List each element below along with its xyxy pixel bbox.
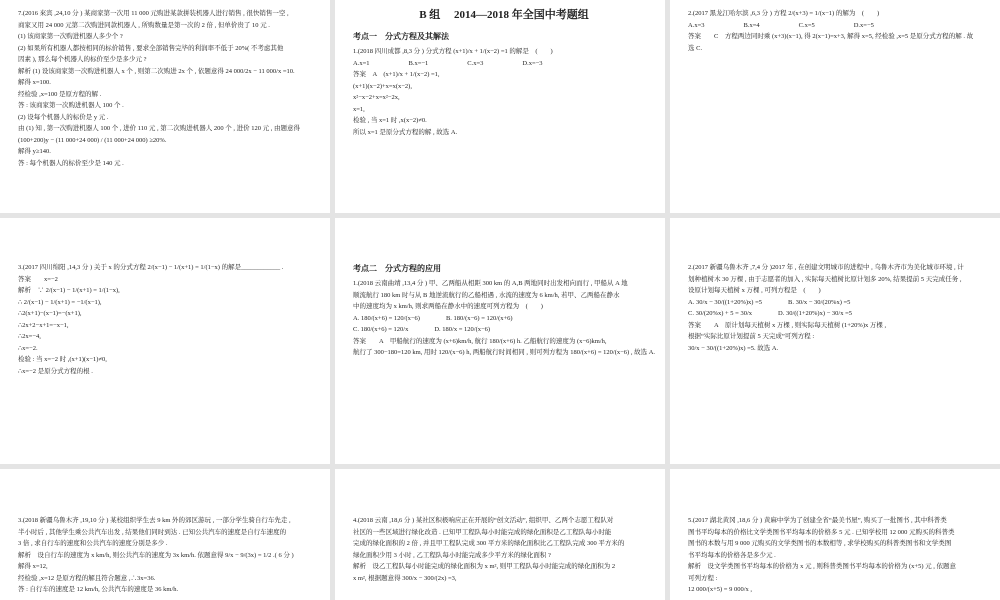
text-line: x=1, xyxy=(353,105,365,113)
text-line: 绿化面积少用 3 小时 , 乙工程队每小时能完成多少平方米的绿化面积 ? xyxy=(353,551,551,559)
text-line: 可列方程 : xyxy=(688,574,718,582)
page-1-text xyxy=(18,8,320,169)
page-2 xyxy=(335,0,665,213)
text-line: ∴2x=−4, xyxy=(18,333,41,340)
text-line: 完成的绿化面积的 2 倍 , 并且甲工程队完成 300 平方米的绿化面积比乙工程队完成 300 平方米的 xyxy=(353,540,625,547)
text-line: 书平均每本的价格各是多少元 . xyxy=(688,551,776,559)
text-line: ∴ 2/(x−1) − 1/(x+1) = −1/(x−1), xyxy=(18,298,102,306)
text-line: 解得 x=12, xyxy=(18,563,48,570)
text-line: 答 : 自行车的速度是 12 km/h, 公共汽车的速度是 36 km/h. xyxy=(18,586,179,593)
text-line: 由 (1) 知 , 第一次购进机器人 100 个 , 进价 110 元 , 第二次购进机器人 200 个 , 进价 120 元 , 由题意得 xyxy=(18,125,300,132)
text-line: 答案 x=−2 xyxy=(18,275,58,283)
text-line: 3.(2018 新疆乌鲁木齐 ,19,10 分 ) 某校组织学生去 9 km 外的郊区游玩 , 一部分学生骑自行车先走 , xyxy=(18,517,291,524)
text-line: 半小时后 , 其他学生乘公共汽车出发 , 结果他们同时到达 . 已知公共汽车的速度是自行车速度的 xyxy=(18,528,287,536)
text-line: A. 180/(x+6) = 120/(x−6) B. 180/(x−6) = 120/(x+6) xyxy=(353,314,513,322)
text-line: 检验 : 当 x=−2 时 ,(x+1)(x−1)≠0, xyxy=(18,356,107,363)
text-line: 解析 设文学类图书平均每本的价格为 x 元 , 则科普类图书平均每本的价格为 (x+5) 元 , 依题意 xyxy=(688,563,956,570)
text-line: 所以 x=1 是原分式方程的解 , 故选 A. xyxy=(353,128,458,136)
text-line: 答案 A (x+1)/x + 1/(x−2) =1, xyxy=(353,71,440,78)
text-line: 3 倍 , 求自行车的速度和公共汽车的速度分别是多少 . xyxy=(18,540,168,547)
text-line: 4.(2018 云南 ,18,6 分 ) 某社区积极响应正在开展的“创文活动”, 组织甲、乙两个志愿工程队对 xyxy=(353,517,614,524)
text-line: 社区的一些区域进行绿化改造 . 已知甲工程队每小时能完成的绿化面积是乙工程队每小时能 xyxy=(353,528,612,536)
text-line: (x+1)(x−2)+x=x(x−2), xyxy=(353,82,412,90)
text-line: (1) 该商家第一次购进机器人多少个 ? xyxy=(18,33,123,40)
text-line: A.x=3 B.x=4 C.x=5 D.x=−5 xyxy=(688,21,874,29)
page-3 xyxy=(670,0,1000,213)
text-line: 解得 x=100. xyxy=(18,79,51,86)
text-line: x m², 根据题意得 300/x − 300/(2x) =3, xyxy=(353,574,457,582)
text-line: 答案 C 方程两边同时乘 (x+3)(x−1), 得 2(x−1)=x+3, 解得 x=5, 经检验 ,x=5 是原分式方程的解 . 故 xyxy=(688,33,974,40)
text-line: 2.(2017 新疆乌鲁木齐 ,7,4 分 )2017 年 , 在创建文明城市的进程中 , 乌鲁木齐市为美化城市环境 , 计 xyxy=(688,264,964,271)
text-line: ∴2x+2−x+1=−x−1, xyxy=(18,321,69,329)
text-line: ∴x=−2. xyxy=(18,344,38,352)
text-line: 解析 ∵ 2/(x−1) − 1/(x+1) = 1/(1−x), xyxy=(18,287,120,294)
text-line: (2) 如果所有机器人都按相同的标价销售 , 要求全部销售完毕的利润率不低于 20%( 不考虑其他 xyxy=(18,44,284,52)
text-line: C. 30/(20%x) + 5 = 30/x D. 30/((1+20%)x) − 30/x =5 xyxy=(688,310,853,317)
text-line: 解析 设乙工程队每小时能完成的绿化面积为 x m², 则甲工程队每小时能完成的绿化面积为 2 xyxy=(353,563,616,570)
text-line: 2.(2017 黑龙江哈尔滨 ,6,3 分 ) 方程 2/(x+3) = 1/(x−1) 的解为 ( ) xyxy=(688,10,880,17)
text-line: A.x=1 B.x=−1 C.x=3 D.x=−3 xyxy=(353,59,543,67)
page-4 xyxy=(0,218,330,464)
text-line: 因素 ), 那么每个机器人的标价至少是多少元 ? xyxy=(18,56,147,63)
text-line: 答 : 每个机器人的标价至少是 140 元 . xyxy=(18,159,124,167)
text-line: 5.(2017 湖北黄冈 ,18,6 分 ) 黄麻中学为了创建全省“最美书屋”, 购买了一批图书 , 其中科普类 xyxy=(688,517,947,524)
text-line: 答案 A 甲船航行的速度为 (x+6)km/h, 航行 180/(x+6) h. 乙船航行的速度为 (x−6)km/h, xyxy=(353,337,607,345)
text-line: 图书的本数与用 9 000 元购买的文学类图书的本数相等 , 求学校购买的科普类图书和文学类图 xyxy=(688,540,952,547)
page-5 xyxy=(335,218,665,464)
text-line: 解析 设自行车的速度为 x km/h, 则公共汽车的速度为 3x km/h. 依题意得 9/x − 9/(3x) = 1/2 .( 6 分 ) xyxy=(18,551,294,559)
text-line: 航行了 300−180=120 km, 用时 120/(x−6) h, 两船航行时间相同 , 则可列方程为 180/(x+6) = 120/(x−6) , 故选 A. xyxy=(353,349,655,356)
text-line: A. 30/x − 30/((1+20%)x) =5 B. 30/x − 30/(20%x) =5 xyxy=(688,298,851,306)
text-line: 检验 , 当 x=1 时 ,x(x−2)≠0. xyxy=(353,117,427,124)
text-line: 选 C. xyxy=(688,44,703,52)
text-line: 中的速度均为 x km/h, 则求两船在静水中的速度可列方程为 ( ) xyxy=(353,303,543,310)
page-1 xyxy=(0,0,330,213)
page-6 xyxy=(670,218,1000,464)
text-line: 12 000/(x+5) = 9 000/x , xyxy=(688,586,753,593)
text-line: 解得 y≥140. xyxy=(18,148,51,155)
text-line: 划种植树木 30 万棵 , 由于志愿者的加入 , 实际每天植树比原计划多 20%, 结果提前 5 天完成任务 , xyxy=(688,275,962,283)
text-line: 1.(2018 四川成都 ,8,3 分 ) 分式方程 (x+1)/x + 1/(x−2) =1 的解是 ( ) xyxy=(353,48,553,55)
text-line: 7.(2016 來宾 ,24,10 分 ) 某商家第一次用 11 000 元购进某款拼装机器人进行销售 , 很快销售一空 , xyxy=(18,10,289,17)
text-line: 图书平均每本的价格比文学类图书平均每本的价格多 5 元 . 已知学校用 12 000 元购买的科普类 xyxy=(688,528,955,536)
text-line: 解析 (1) 设该商家第一次购进机器人 x 个 , 则第二次购进 2x 个 , 依题意得 24 000/2x − 11 000/x =10. xyxy=(18,67,295,75)
text-line: 答案 A 原计划每天植树 x 万棵 , 则实际每天植树 (1+20%)x 万棵 , xyxy=(688,321,887,329)
page-title: B 组 2014—2018 年全国中考题组 xyxy=(419,9,589,21)
page-7 xyxy=(0,469,330,600)
text-line: 设原计划每天植树 x 万棵 , 可列方程是 ( ) xyxy=(688,287,821,294)
page-8 xyxy=(335,469,665,600)
text-line: ∴2(x+1)−(x−1)=−(x+1), xyxy=(18,310,82,317)
page-9 xyxy=(670,469,1000,600)
text-line: 答 : 该商家第一次购进机器人 100 个 . xyxy=(18,102,124,109)
text-line: 顺流航行 180 km 时与从 B 地逆流航行的乙船相遇 , 水流的速度为 6 km/h, 若甲、乙两船在静水 xyxy=(353,291,620,299)
text-line: 商家又用 24 000 元第二次购进同款机器人 , 所购数量是第一次的 2 倍 , 但单价贵了 10 元 . xyxy=(18,21,270,29)
text-line: 经检验 ,x=100 是原方程的解 . xyxy=(18,90,102,98)
text-line: 30/x − 30/((1+20%)x) =5. 故选 A. xyxy=(688,344,779,352)
text-line: (100+200)y − (11 000+24 000) / (11 000+24 000) ≥20%. xyxy=(18,136,167,144)
text-line: ∴x=−2 是原分式方程的根 . xyxy=(18,367,93,375)
text-line: C. 180/(x+6) = 120/x D. 180/x = 120/(x−6) xyxy=(353,326,491,333)
text-line: 1.(2018 云南曲靖 ,13,4 分 ) 甲、乙两船从相距 300 km 的 A,B 两地同时出发相向而行 , 甲船从 A 地 xyxy=(353,280,628,287)
section-heading: 考点二 分式方程的应用 xyxy=(353,264,441,273)
text-line: (2) 设每个机器人的标价是 y 元 . xyxy=(18,113,109,121)
text-line: 经检验 ,x=12 是原方程的解且符合题意 ,∴3x=36. xyxy=(18,574,156,582)
text-line: 根据“实际比原计划提前 5 天完成”可列方程 : xyxy=(688,333,815,340)
text-line: 3.(2017 四川绵阳 ,14,3 分 ) 关于 x 的分式方程 2/(x−1) − 1/(x+1) = 1/(1−x) 的解是____________ . xyxy=(18,264,284,271)
text-line: x²−x−2+x=x²−2x, xyxy=(353,94,400,101)
section-heading: 考点一 分式方程及其解法 xyxy=(353,32,449,41)
